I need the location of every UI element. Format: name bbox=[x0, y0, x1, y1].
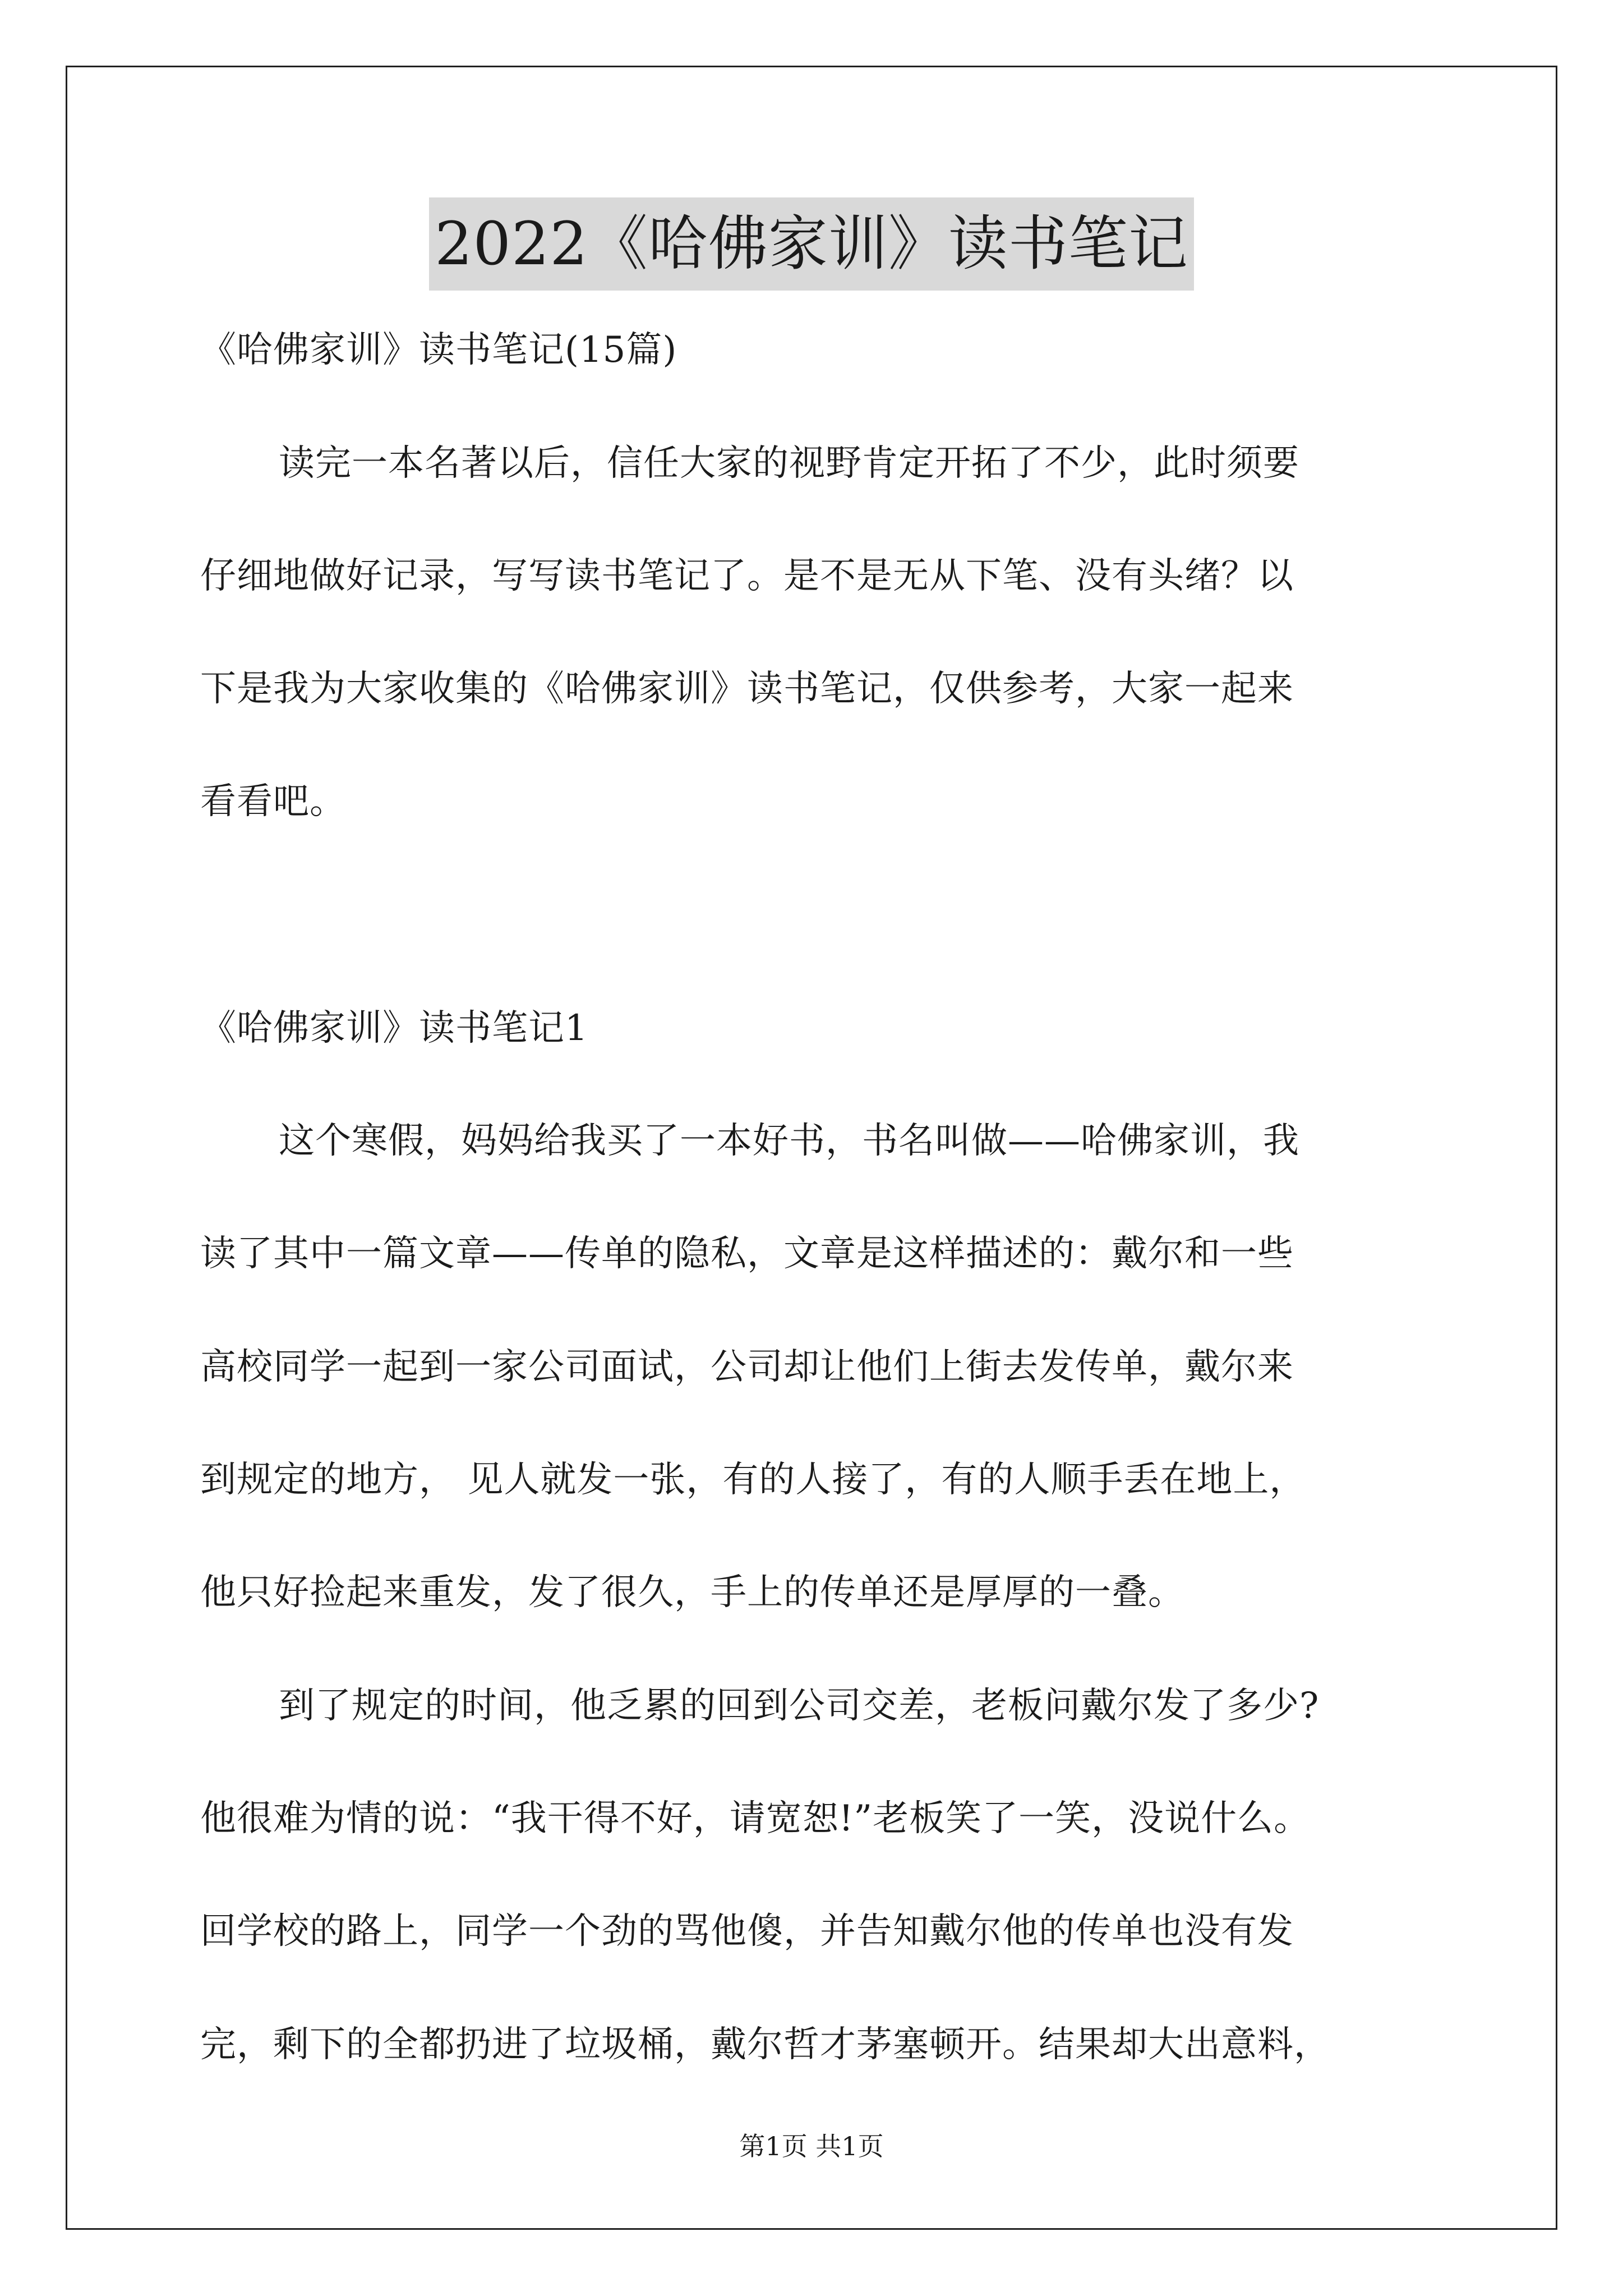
intro-line: 读完一本名著以后，信任大家的视野肯定开拓了不少，此时须要 bbox=[279, 443, 1299, 484]
paragraph-line: 到规定的地方， 见人就发一张，有的人接了，有的人顺手丢在地上， bbox=[200, 1459, 1306, 1501]
paragraph-line: 读了其中一篇文章——传单的隐私，文章是这样描述的：戴尔和一些 bbox=[200, 1233, 1294, 1274]
intro-line: 下是我为大家收集的《哈佛家训》读书笔记，仅供参考，大家一起来 bbox=[200, 668, 1294, 710]
paragraph-line: 他很难为情的说：“我干得不好，请宽恕!”老板笑了一笑，没说什么。 bbox=[200, 1798, 1311, 1839]
paragraph-line: 这个寒假，妈妈给我买了一本好书，书名叫做——哈佛家训，我 bbox=[279, 1120, 1299, 1162]
section-heading: 《哈佛家训》读书笔记1 bbox=[200, 1007, 588, 1049]
title-container bbox=[0, 197, 1623, 291]
page-footer: 第1页 共1页 bbox=[739, 2131, 884, 2161]
intro-line: 看看吧。 bbox=[200, 781, 346, 822]
subtitle: 《哈佛家训》读书笔记(15篇) bbox=[200, 329, 677, 371]
paragraph-line: 到了规定的时间，他乏累的回到公司交差，老板问戴尔发了多少? bbox=[279, 1685, 1320, 1727]
paragraph-line: 回学校的路上，同学一个劲的骂他傻，并告知戴尔他的传单也没有发 bbox=[200, 1911, 1294, 1952]
intro-line: 仔细地做好记录，写写读书笔记了。是不是无从下笔、没有头绪？以 bbox=[200, 555, 1294, 597]
paragraph-line: 他只好捡起来重发，发了很久，手上的传单还是厚厚的一叠。 bbox=[200, 1572, 1184, 1613]
paragraph-line: 高校同学一起到一家公司面试，公司却让他们上街去发传单，戴尔来 bbox=[200, 1346, 1294, 1388]
paragraph-line: 完，剩下的全都扔进了垃圾桶，戴尔哲才茅塞顿开。结果却大出意料， bbox=[200, 2024, 1330, 2065]
document-title: 2022《哈佛家训》读书笔记 bbox=[429, 197, 1194, 291]
